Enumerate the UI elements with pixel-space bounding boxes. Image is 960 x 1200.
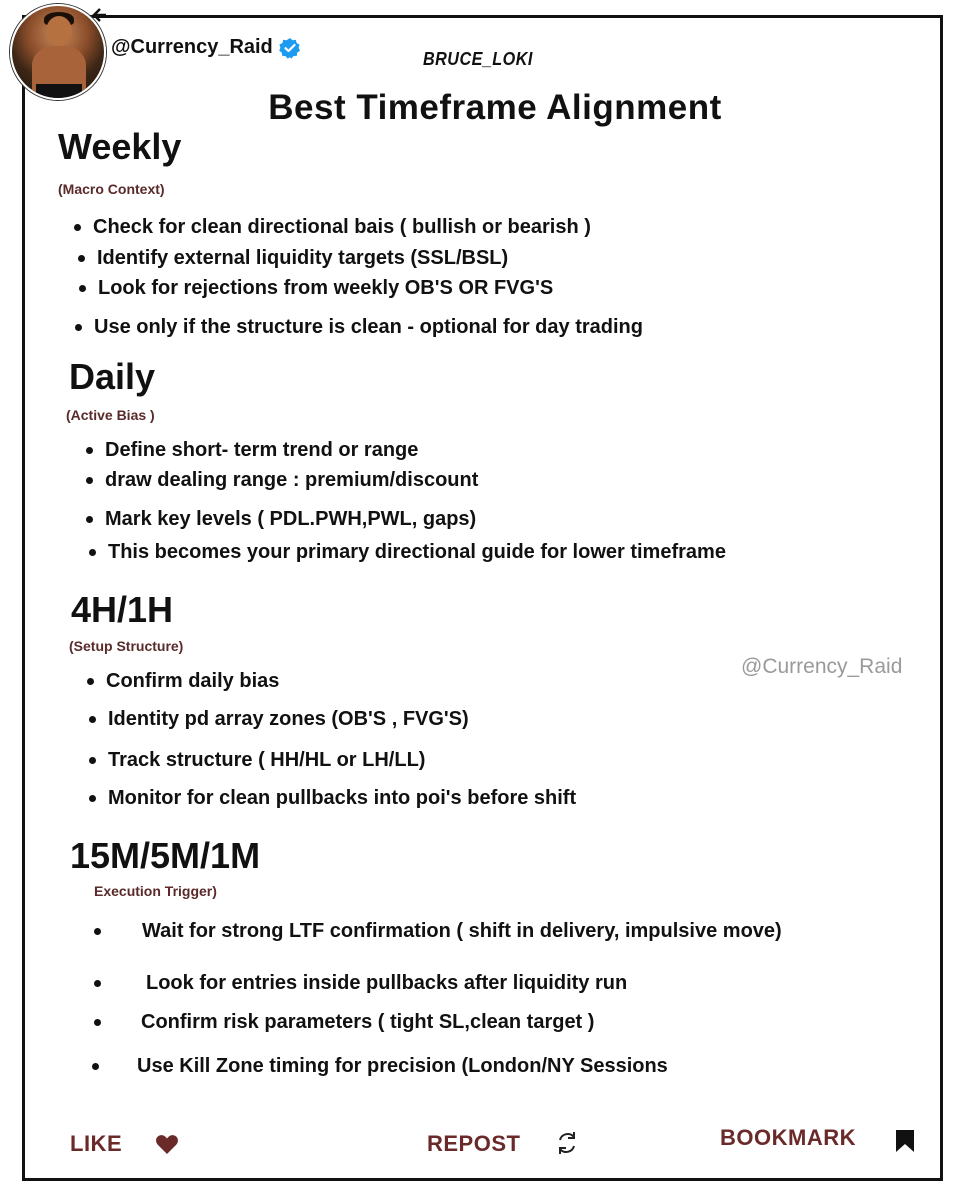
section-heading-4h-1h: 4H/1H — [71, 589, 174, 630]
bullet-dot — [79, 285, 86, 292]
bullet-dot — [94, 1019, 101, 1026]
bullet-text: This becomes your primary directional guide for lower timeframe — [108, 541, 726, 563]
bullet-dot — [89, 757, 96, 764]
bullet-text: Mark key levels ( PDL.PWH,PWL, gaps) — [105, 508, 477, 530]
section-subtitle-ltf: Execution Trigger) — [94, 883, 217, 899]
bullet-dot — [74, 224, 81, 231]
bullet-text: Look for rejections from weekly OB'S OR FVG'S — [98, 277, 554, 299]
bullet-text: Look for entries inside pullbacks after liquidity run — [146, 972, 628, 994]
bullet-text: Confirm risk parameters ( tight SL,clean target ) — [141, 1011, 595, 1033]
bullet-4h-3 — [89, 749, 425, 772]
bullet-daily-4 — [89, 541, 726, 564]
bookmark-icon[interactable] — [894, 1129, 916, 1153]
like-button[interactable]: LIKE — [70, 1131, 123, 1156]
section-heading-ltf: 15M/5M/1M — [70, 835, 261, 876]
watermark: @Currency_Raid — [741, 655, 903, 678]
bullet-4h-4 — [89, 787, 576, 810]
repost-icon[interactable] — [555, 1130, 579, 1156]
bullet-text: Monitor for clean pullbacks into poi's before shift — [108, 787, 577, 809]
bullet-text: Use only if the structure is clean - optional for day trading — [94, 316, 643, 338]
back-arrow-icon[interactable] — [92, 6, 108, 24]
bullet-weekly-1 — [74, 216, 591, 239]
bullet-text: Check for clean directional bais ( bullish or bearish ) — [93, 216, 591, 238]
bullet-text: Use Kill Zone timing for precision (London/NY Sessions — [137, 1055, 668, 1077]
bullet-dot — [86, 516, 93, 523]
verified-badge-icon — [279, 37, 301, 59]
bullet-text: Confirm daily bias — [106, 670, 280, 692]
brand-label: BRUCE_LOKI — [423, 49, 533, 69]
section-subtitle-4h-1h: (Setup Structure) — [69, 638, 184, 654]
handle-text: @Currency_Raid — [111, 36, 273, 58]
bullet-dot — [75, 324, 82, 331]
section-subtitle-daily: (Active Bias ) — [66, 407, 155, 423]
page-title: Best Timeframe Alignment — [268, 88, 722, 127]
bullet-weekly-2 — [78, 247, 508, 270]
bullet-weekly-3 — [79, 277, 553, 300]
bullet-4h-2 — [89, 708, 469, 731]
section-subtitle-weekly: (Macro Context) — [58, 181, 165, 197]
bullet-text: Track structure ( HH/HL or LH/LL) — [108, 749, 426, 771]
bullet-text: Identify external liquidity targets (SSL/BSL) — [97, 247, 509, 269]
section-heading-daily: Daily — [69, 356, 156, 397]
bullet-dot — [92, 1063, 99, 1070]
bullet-text: Identity pd array zones (OB'S , FVG'S) — [108, 708, 469, 730]
bullet-text: draw dealing range : premium/discount — [105, 469, 479, 491]
bullet-dot — [94, 928, 101, 935]
bullet-text: Wait for strong LTF confirmation ( shift in delivery, impulsive move) — [142, 920, 782, 942]
bullet-dot — [87, 678, 94, 685]
section-heading-weekly: Weekly — [58, 126, 182, 167]
bullet-ltf-1 — [94, 920, 782, 943]
bullet-dot — [86, 447, 93, 454]
bullet-ltf-3 — [94, 1011, 594, 1034]
heart-icon[interactable] — [155, 1133, 179, 1155]
bullet-daily-1 — [86, 439, 418, 462]
bullet-4h-1 — [87, 670, 279, 693]
bullet-dot — [89, 716, 96, 723]
bullet-text: Define short- term trend or range — [105, 439, 419, 461]
bullet-daily-3 — [86, 508, 476, 531]
bullet-dot — [94, 980, 101, 987]
bullet-dot — [86, 477, 93, 484]
bullet-daily-2 — [86, 469, 478, 492]
bullet-dot — [89, 549, 96, 556]
bullet-dot — [89, 795, 96, 802]
bullet-dot — [78, 255, 85, 262]
avatar-head — [46, 16, 72, 46]
bullet-ltf-2 — [94, 972, 627, 995]
user-handle[interactable] — [111, 36, 301, 59]
bullet-ltf-4 — [92, 1055, 668, 1078]
bookmark-button[interactable]: BOOKMARK — [720, 1125, 856, 1150]
bullet-weekly-4 — [75, 316, 643, 339]
repost-button[interactable]: REPOST — [427, 1131, 521, 1156]
